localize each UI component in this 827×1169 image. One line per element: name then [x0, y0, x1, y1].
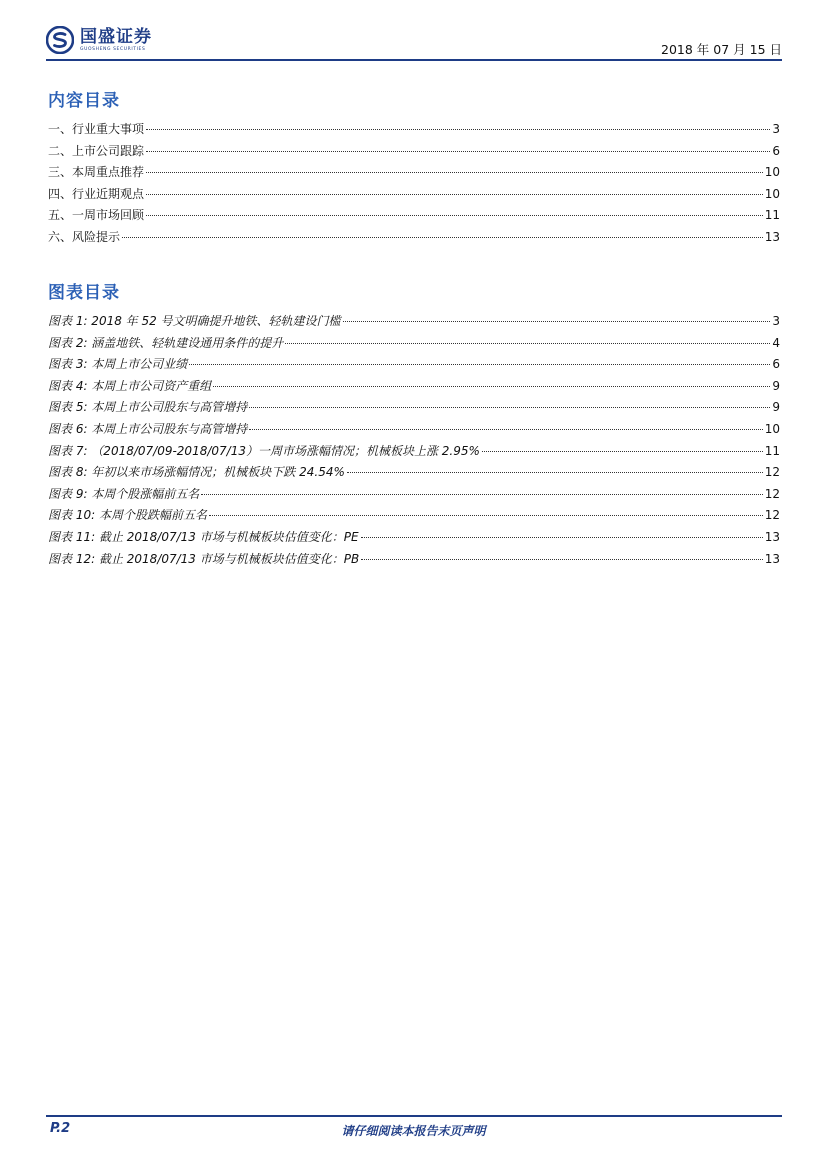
toc-entry-page: 3 [772, 122, 780, 136]
figure-toc-entry[interactable] [48, 398, 780, 420]
toc-entry-label: 图表 5: 本周上市公司股东与高管增持 [48, 400, 248, 415]
toc-leader-dots [285, 343, 770, 344]
toc-entry-page: 10 [764, 421, 780, 436]
toc-entry-page: 6 [772, 143, 780, 158]
contents-toc-entry[interactable] [48, 228, 780, 250]
guosheng-logo-icon [46, 26, 74, 54]
toc-leader-dots [201, 494, 762, 495]
toc-entry-page: 6 [772, 357, 780, 372]
toc-entry-page: 10 [764, 165, 780, 180]
figure-toc-entry[interactable] [48, 528, 780, 550]
toc-entry-page: 10 [764, 186, 780, 201]
toc-entry-page: 9 [772, 400, 780, 415]
toc-leader-dots [189, 364, 770, 365]
toc-leader-dots [213, 386, 770, 387]
figures-list [48, 312, 780, 571]
figure-toc-entry[interactable] [48, 506, 780, 528]
figures-title: 图表目录 [48, 283, 120, 303]
toc-entry-label: 一、行业重大事项 [48, 122, 145, 136]
toc-entry-page: 4 [772, 335, 780, 350]
toc-entry-label: 图表 11: 截止 2018/07/13 市场与机械板块估值变化：PE [48, 529, 359, 544]
figure-toc-entry[interactable] [48, 442, 780, 464]
toc-entry-page: 13 [764, 551, 780, 566]
toc-leader-dots [146, 194, 763, 195]
toc-leader-dots [146, 129, 770, 130]
toc-leader-dots [146, 172, 763, 173]
toc-leader-dots [482, 451, 763, 452]
toc-entry-page: 13 [764, 529, 780, 544]
toc-entry-label: 图表 2: 涵盖地铁、轻轨建设通用条件的提升 [48, 335, 284, 350]
toc-entry-label: 图表 4: 本周上市公司资产重组 [48, 378, 212, 393]
toc-entry-page: 12 [764, 508, 780, 523]
toc-leader-dots [361, 537, 763, 538]
toc-entry-label: 图表 6: 本周上市公司股东与高管增持 [48, 421, 248, 436]
brand-name: 国盛证券 [80, 27, 152, 47]
toc-leader-dots [361, 559, 763, 560]
figure-toc-entry[interactable] [48, 550, 780, 572]
contents-toc-entry[interactable] [48, 120, 780, 142]
contents-list [48, 120, 780, 250]
toc-entry-page: 3 [772, 314, 780, 328]
toc-entry-label: 图表 7: （2018/07/09-2018/07/13）一周市场涨幅情况；机械板块上涨 2.95% [48, 443, 480, 458]
toc-entry-label: 四、行业近期观点 [48, 186, 145, 201]
toc-entry-page: 11 [764, 443, 780, 458]
contents-toc-entry[interactable] [48, 142, 780, 164]
toc-entry-label: 图表 12: 截止 2018/07/13 市场与机械板块估值变化：PB [48, 551, 360, 566]
toc-entry-label: 五、一周市场回顾 [48, 208, 145, 223]
toc-entry-label: 图表 10: 本周个股跌幅前五名 [48, 508, 207, 523]
brand-name-en: GUOSHENG SECURITIES [80, 47, 146, 52]
toc-leader-dots [209, 515, 763, 516]
disclaimer-note: 请仔细阅读本报告末页声明 [341, 1124, 486, 1138]
contents-toc-entry[interactable] [48, 185, 780, 207]
page-number: P.2 [50, 1121, 71, 1136]
header-divider [46, 59, 782, 61]
figure-toc-entry[interactable] [48, 312, 780, 334]
toc-entry-label: 图表 8: 年初以来市场涨幅情况；机械板块下跌 24.54% [48, 465, 345, 480]
toc-leader-dots [343, 321, 771, 322]
contents-toc-entry[interactable] [48, 163, 780, 185]
footer-divider [46, 1115, 782, 1117]
toc-entry-page: 12 [764, 486, 780, 501]
contents-toc-entry[interactable] [48, 206, 780, 228]
toc-leader-dots [347, 472, 763, 473]
toc-entry-label: 图表 3: 本周上市公司业绩 [48, 357, 188, 372]
toc-leader-dots [146, 151, 770, 152]
page-header [46, 22, 782, 64]
brand-logo [46, 26, 152, 54]
toc-leader-dots [146, 215, 763, 216]
figure-toc-entry[interactable] [48, 420, 780, 442]
toc-entry-label: 三、本周重点推荐 [48, 165, 145, 180]
toc-entry-page: 9 [772, 378, 780, 393]
figure-toc-entry[interactable] [48, 334, 780, 356]
toc-entry-page: 11 [764, 208, 780, 223]
report-date: 2018 年 07 月 15 日 [661, 42, 782, 57]
toc-leader-dots [249, 407, 770, 408]
contents-title: 内容目录 [48, 91, 120, 111]
toc-entry-label: 图表 9: 本周个股涨幅前五名 [48, 486, 200, 501]
toc-leader-dots [122, 237, 763, 238]
figure-toc-entry[interactable] [48, 463, 780, 485]
toc-entry-label: 二、上市公司跟踪 [48, 143, 145, 158]
toc-entry-page: 12 [764, 465, 780, 480]
toc-leader-dots [249, 429, 762, 430]
figure-toc-entry[interactable] [48, 355, 780, 377]
toc-entry-label: 六、风险提示 [48, 229, 121, 244]
toc-entry-label: 图表 1: 2018 年 52 号文明确提升地铁、轻轨建设门槛 [48, 314, 341, 328]
figure-toc-entry[interactable] [48, 485, 780, 507]
toc-entry-page: 13 [764, 229, 780, 244]
figure-toc-entry[interactable] [48, 377, 780, 399]
